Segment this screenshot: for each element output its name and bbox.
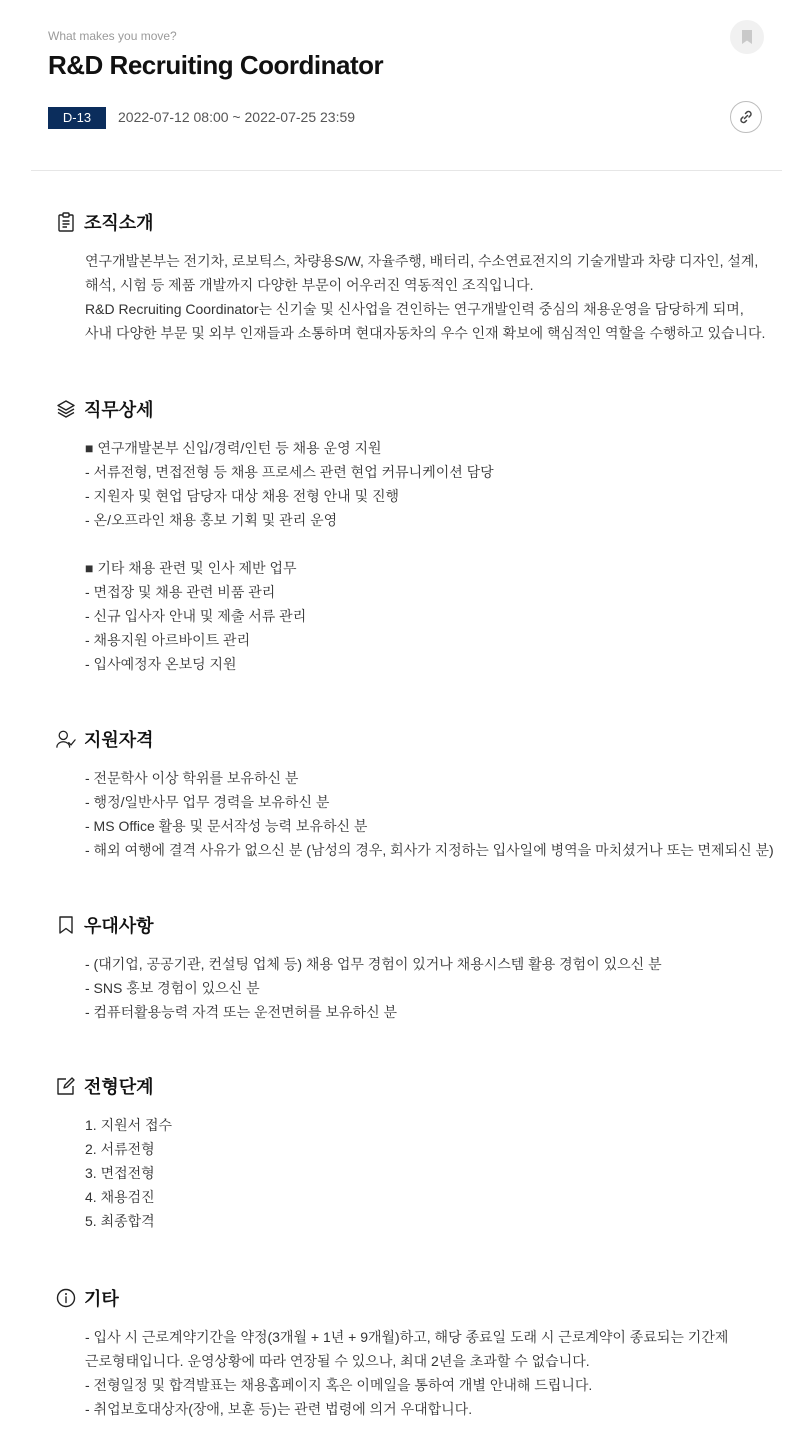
- qual-line: - 행정/일반사무 업무 경력을 보유하신 분: [85, 794, 330, 810]
- section-qual: [56, 726, 780, 862]
- copy-link-button[interactable]: [730, 101, 762, 133]
- etc-line: 근로형태입니다. 운영상황에 따라 연장될 수 있으나, 최대 2년을 초과할 수 없습니다.: [85, 1353, 590, 1369]
- pref-line: - SNS 홍보 경험이 있으신 분: [85, 980, 260, 996]
- process-step: 5. 최종합격: [85, 1213, 155, 1229]
- bookmark-button[interactable]: [730, 20, 764, 54]
- section-etc: [56, 1285, 780, 1421]
- bookmark-outline-icon: [56, 915, 76, 935]
- etc-line: - 입사 시 근로계약기간을 약정(3개월 + 1년 + 9개월)하고, 해당 종료일 도래 시 근로계약이 종료되는 기간제: [85, 1329, 729, 1345]
- qual-line: - 전문학사 이상 학위를 보유하신 분: [85, 770, 299, 786]
- clipboard-icon: [56, 212, 76, 232]
- section-pref-header: [56, 912, 780, 938]
- section-process: [56, 1073, 780, 1233]
- duty-line: - 온/오프라인 채용 홍보 기획 및 관리 운영: [85, 512, 338, 528]
- section-duty-body: [85, 436, 780, 676]
- section-etc-header: [56, 1285, 780, 1311]
- process-step: 4. 채용검진: [85, 1189, 155, 1205]
- section-duty-title: 직무상세: [84, 400, 154, 420]
- section-qual-header: [56, 726, 780, 752]
- etc-line: - 취업보호대상자(장애, 보훈 등)는 관련 법령에 의거 우대합니다.: [85, 1401, 473, 1417]
- section-org-body: [85, 249, 780, 345]
- section-process-body: [85, 1113, 780, 1233]
- section-org: [56, 209, 780, 345]
- org-line: R&D Recruiting Coordinator는 신기술 및 신사업을 견인하는 연구개발인력 중심의 채용운영을 담당하게 되며,: [85, 301, 744, 317]
- duty-line: - 입사예정자 온보딩 지원: [85, 656, 237, 672]
- page-title: R&D Recruiting Coordinator: [48, 50, 384, 80]
- section-org-title: 조직소개: [84, 213, 154, 233]
- section-etc-title: 기타: [84, 1289, 119, 1309]
- org-line: 해석, 시험 등 제품 개발까지 다양한 부문이 어우러진 역동적인 조직입니다.: [85, 277, 534, 293]
- info-icon: [56, 1288, 76, 1308]
- process-step: 3. 면접전형: [85, 1165, 155, 1181]
- layers-icon: [56, 399, 76, 419]
- edit-icon: [56, 1076, 76, 1096]
- duty-line: - 신규 입사자 안내 및 제출 서류 관리: [85, 608, 307, 624]
- section-qual-body: [85, 766, 780, 862]
- bookmark-icon: [741, 30, 753, 44]
- section-pref-body: [85, 952, 780, 1024]
- section-qual-title: 지원자격: [84, 730, 154, 750]
- spacer: [85, 532, 780, 556]
- section-duty: [56, 396, 780, 676]
- duty-line: ■ 연구개발본부 신입/경력/인턴 등 채용 운영 지원: [85, 440, 382, 456]
- section-pref-title: 우대사항: [84, 916, 154, 936]
- section-etc-body: [85, 1325, 780, 1421]
- dday-badge: D-13: [48, 107, 106, 129]
- pref-line: - 컴퓨터활용능력 자격 또는 운전면허를 보유하신 분: [85, 1004, 398, 1020]
- application-period: 2022-07-12 08:00 ~ 2022-07-25 23:59: [118, 109, 356, 125]
- pref-line: - (대기업, 공공기관, 컨설팅 업체 등) 채용 업무 경험이 있거나 채용시스템 활용 경험이 있으신 분: [85, 956, 662, 972]
- process-step: 1. 지원서 접수: [85, 1117, 173, 1133]
- job-header: [31, 0, 782, 171]
- duty-line: - 채용지원 아르바이트 관리: [85, 632, 251, 648]
- tagline: What makes you move?: [48, 29, 177, 43]
- section-org-header: [56, 209, 780, 235]
- section-pref: [56, 912, 780, 1024]
- duty-line: - 면접장 및 채용 관련 비품 관리: [85, 584, 276, 600]
- user-check-icon: [56, 729, 76, 749]
- qual-line: - 해외 여행에 결격 사유가 없으신 분 (남성의 경우, 회사가 지정하는 입사일에 병역을 마치셨거나 또는 면제되신 분): [85, 842, 774, 858]
- duty-line: ■ 기타 채용 관련 및 인사 제반 업무: [85, 560, 297, 576]
- section-process-title: 전형단계: [84, 1077, 154, 1097]
- section-duty-header: [56, 396, 780, 422]
- org-line: 사내 다양한 부문 및 외부 인재들과 소통하며 현대자동차의 우수 인재 확보에 핵심적인 역할을 수행하고 있습니다.: [85, 325, 766, 341]
- link-icon: [738, 109, 754, 125]
- org-line: 연구개발본부는 전기차, 로보틱스, 차량용S/W, 자율주행, 배터리, 수소연료전지의 기술개발과 차량 디자인, 설계,: [85, 253, 759, 269]
- duty-line: - 서류전형, 면접전형 등 채용 프로세스 관련 현업 커뮤니케이션 담당: [85, 464, 494, 480]
- process-step: 2. 서류전형: [85, 1141, 155, 1157]
- qual-line: - MS Office 활용 및 문서작성 능력 보유하신 분: [85, 818, 368, 834]
- duty-line: - 지원자 및 현업 담당자 대상 채용 전형 안내 및 진행: [85, 488, 400, 504]
- section-process-header: [56, 1073, 780, 1099]
- etc-line: - 전형일정 및 합격발표는 채용홈페이지 혹은 이메일을 통하여 개별 안내해 드립니다.: [85, 1377, 593, 1393]
